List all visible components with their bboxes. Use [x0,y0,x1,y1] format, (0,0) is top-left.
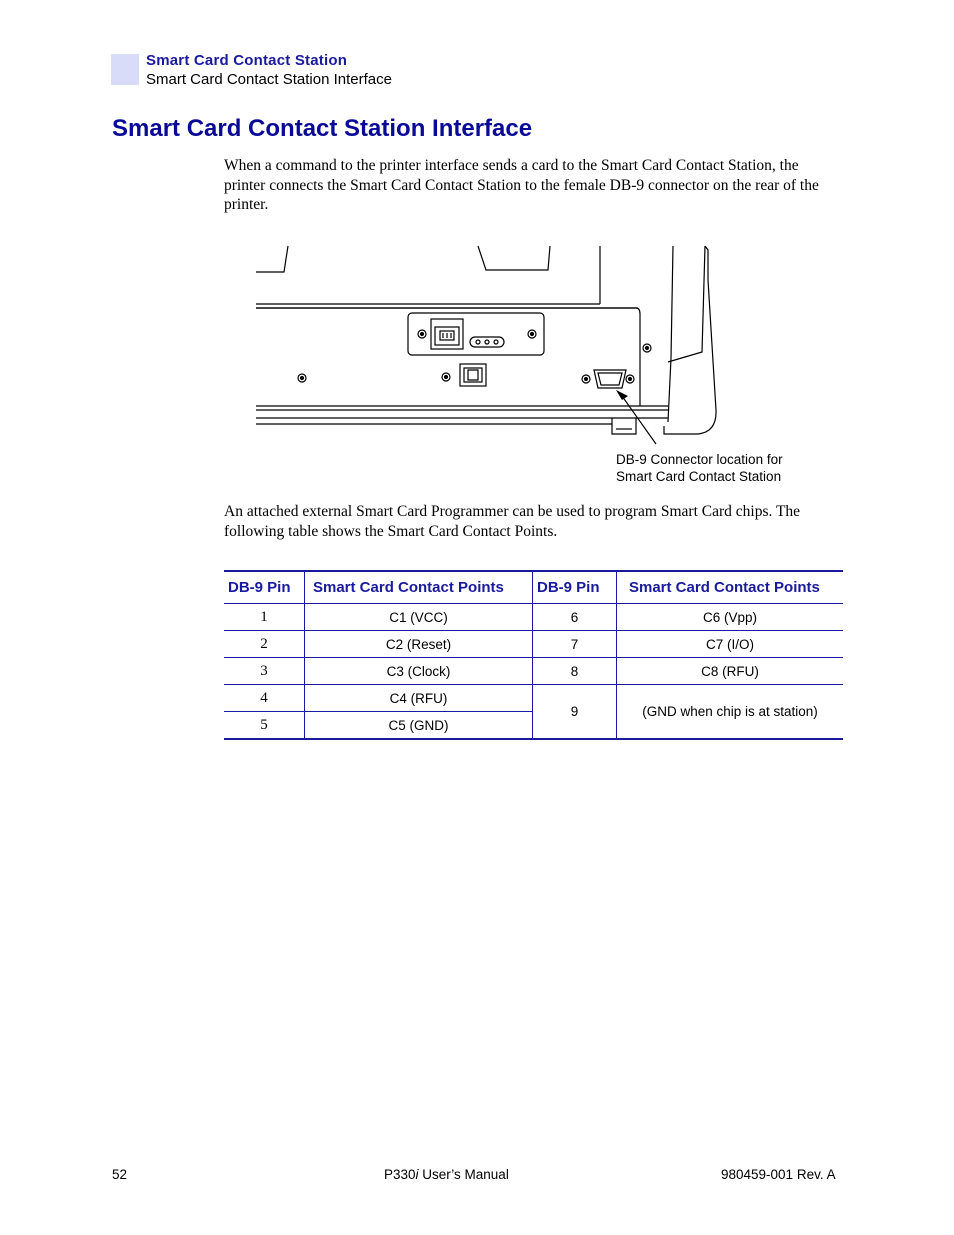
pin-cell: 3 [224,658,305,685]
pin-cell: 6 [533,604,617,631]
table-row [224,631,843,658]
pin-cell: 7 [533,631,617,658]
header-marker [111,54,139,85]
contact-cell: (GND when chip is at station) [617,685,844,740]
footer-doc-number: 980459-001 Rev. A [721,1167,836,1182]
contact-cell: C4 (RFU) [305,685,533,712]
pin-cell: 8 [533,658,617,685]
table-header-row [224,571,843,604]
pin-cell: 9 [533,685,617,740]
contact-points-table [224,570,843,740]
figure-caption [616,451,783,485]
table-row [224,604,843,631]
printer-rear-illustration [250,240,730,450]
contact-cell: C7 (I/O) [617,631,844,658]
header-db9-pin-right: DB-9 Pin [533,571,617,604]
header-section: Smart Card Contact Station Interface [146,71,392,88]
footer-manual-prefix: P330 [384,1167,416,1182]
programmer-paragraph: An attached external Smart Card Programmer can be used to program Smart Card chips. The following table shows the Smart Card Contact Points. [224,503,801,540]
pin-cell: 1 [224,604,305,631]
footer-manual-suffix: User’s Manual [418,1167,509,1182]
pin-cell: 4 [224,685,305,712]
header-contact-points-left: Smart Card Contact Points [305,571,533,604]
footer-manual-italic: i [415,1167,419,1182]
pin-cell: 2 [224,631,305,658]
contact-cell: C6 (Vpp) [617,604,844,631]
header-contact-points-right: Smart Card Contact Points [617,571,844,604]
header-db9-pin-left: DB-9 Pin [224,571,305,604]
figure-caption-line-1: DB-9 Connector location for [616,452,783,467]
footer-page-number: 52 [112,1167,128,1182]
header-chapter: Smart Card Contact Station [146,52,348,69]
figure-caption-line-2: Smart Card Contact Station [616,469,782,484]
contact-cell: C5 (GND) [305,712,533,740]
page-title: Smart Card Contact Station Interface [112,115,533,142]
table-row [224,685,843,712]
footer-manual-title [384,1167,509,1182]
table-row [224,658,843,685]
contact-cell: C1 (VCC) [305,604,533,631]
pin-cell: 5 [224,712,305,740]
intro-paragraph: When a command to the printer interface sends a card to the Smart Card Contact Station, the printer connects the Smart Card Contact Station to the female DB-9 connector on the rear of the printer. [224,157,819,213]
contact-cell: C2 (Reset) [305,631,533,658]
contact-cell: C8 (RFU) [617,658,844,685]
contact-cell: C3 (Clock) [305,658,533,685]
